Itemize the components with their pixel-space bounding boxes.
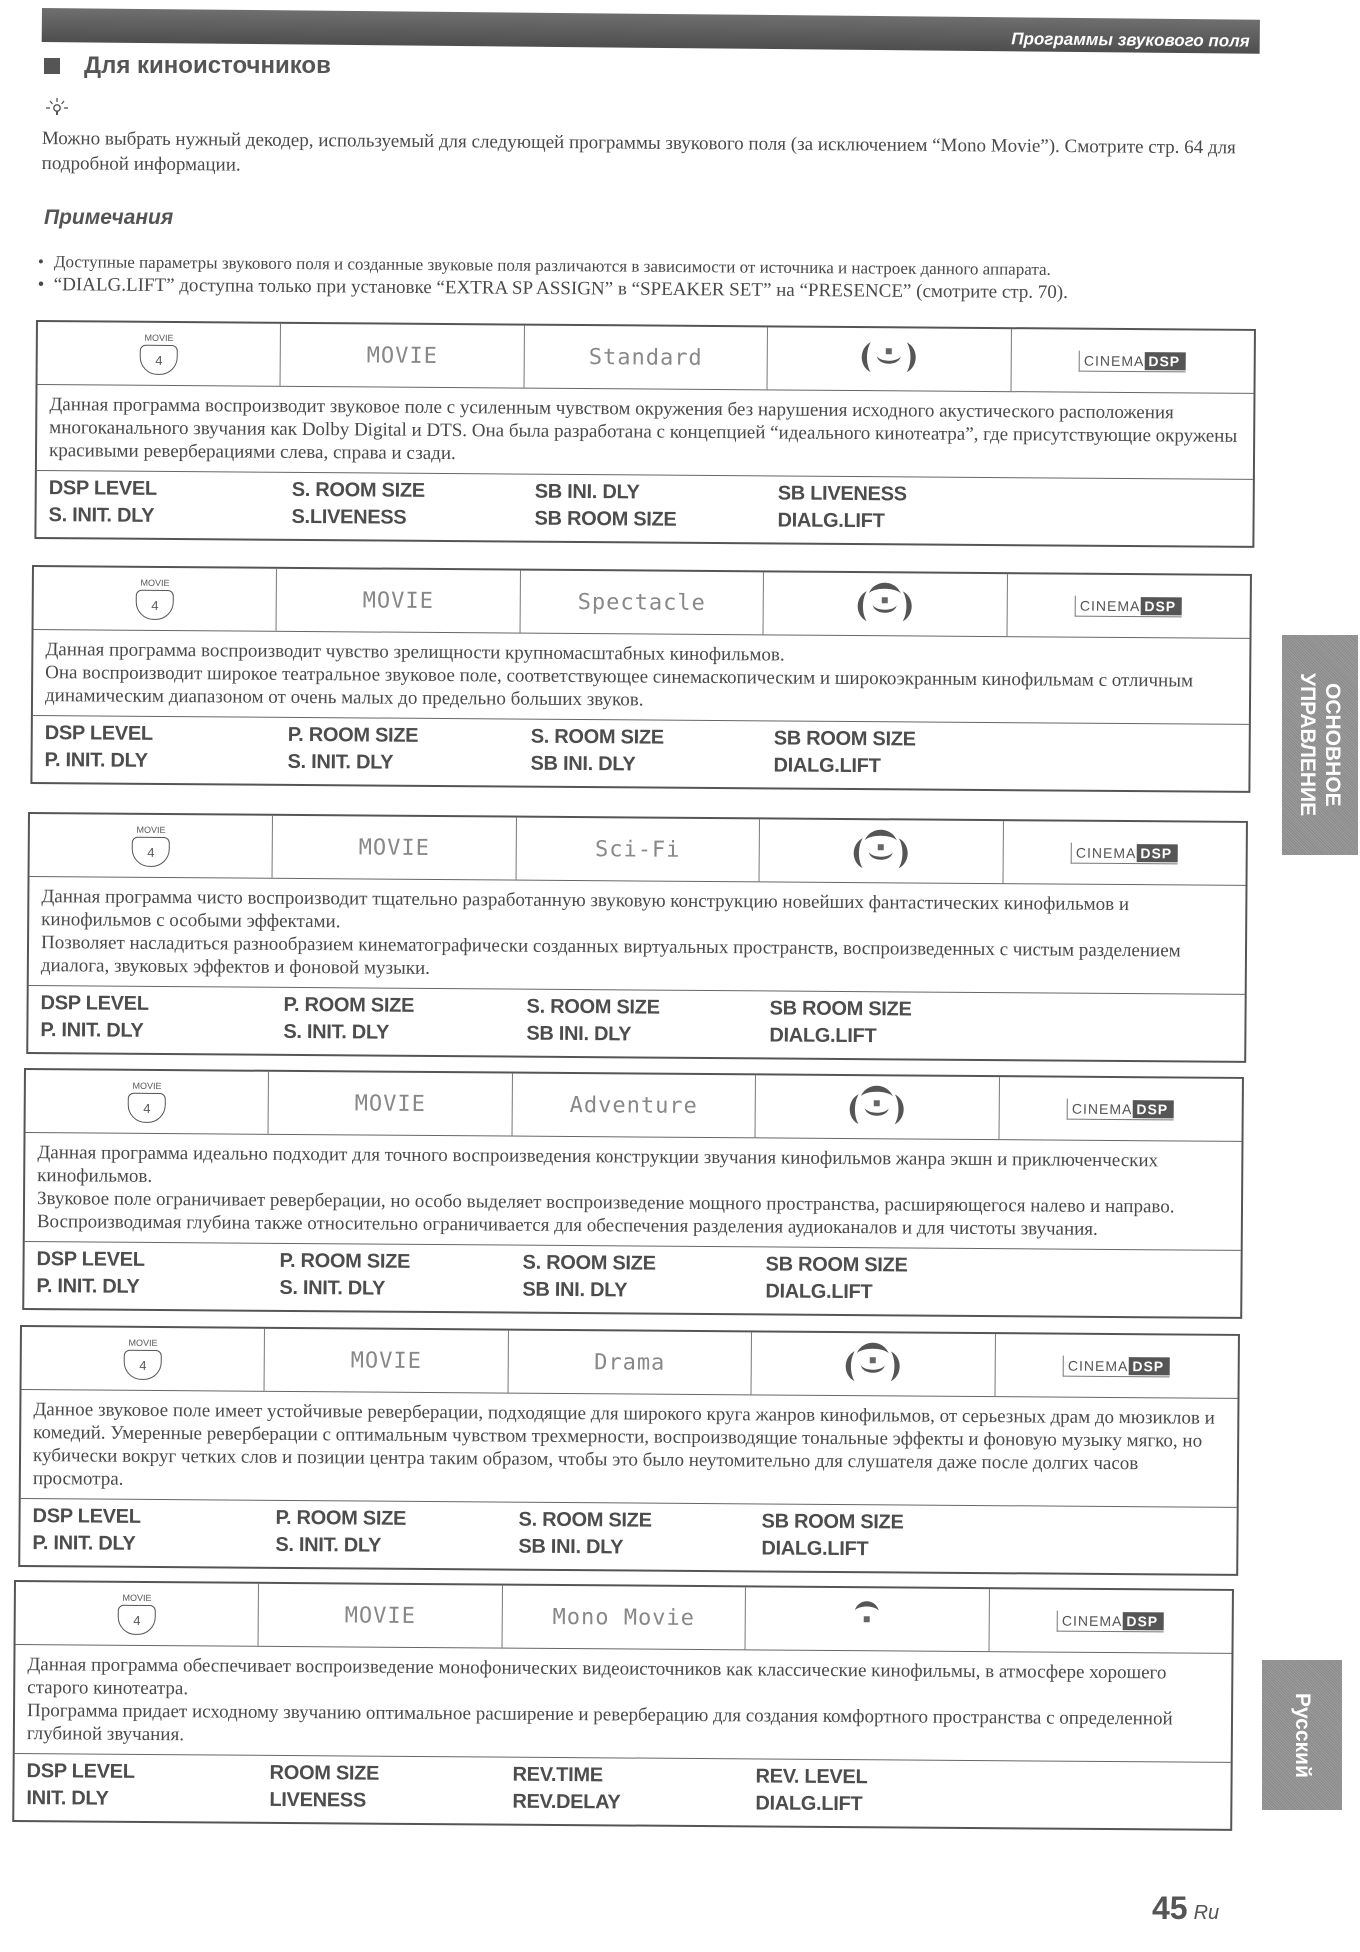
- program-parameter: S. INIT. DLY: [48, 504, 155, 527]
- lcd-program-name: Spectacle: [577, 589, 706, 616]
- surround-presence-speakers-icon: [833, 1338, 913, 1390]
- program-description: [21, 1390, 1238, 1508]
- cinema-dsp-logo-cell: [1011, 329, 1254, 393]
- page-number: [1152, 1890, 1219, 1927]
- program-parameter: INIT. DLY: [26, 1787, 109, 1810]
- program-parameter: LIVENESS: [269, 1788, 367, 1812]
- program-parameter: DIALG.LIFT: [765, 1280, 873, 1304]
- program-header-row: [26, 1070, 1242, 1142]
- side-tab-basic-operation: ОСНОВНОЕ УПРАВЛЕНИЕ: [1282, 635, 1358, 855]
- program-parameter: DSP LEVEL: [32, 1505, 141, 1528]
- lcd-category-cell: [277, 569, 521, 633]
- program-parameter: SB ROOM SIZE: [761, 1510, 904, 1534]
- remote-key-icon: 4: [124, 1350, 162, 1380]
- remote-button-cell: [16, 1582, 260, 1646]
- lcd-category: MOVIE: [358, 834, 431, 861]
- program-parameter: DIALG.LIFT: [777, 509, 885, 533]
- dsp-logo-text: DSP: [1128, 1357, 1170, 1375]
- side-tab-language: Русский: [1262, 1660, 1342, 1810]
- program-parameter: SB ROOM SIZE: [769, 997, 912, 1021]
- program-parameter: SB INI. DLY: [534, 480, 640, 504]
- program-parameter: S. ROOM SIZE: [518, 1508, 652, 1532]
- program-description-line: Программа придает исходному звучанию оптимальное расширение и реверберацию для создания комфортного пространства с определенной глубиной звучания.: [26, 1700, 1173, 1746]
- program-description: [25, 1133, 1242, 1251]
- program-parameters: [36, 471, 1252, 546]
- speaker-config-cell: [768, 327, 1012, 391]
- header-title: Программы звукового поля: [1011, 29, 1250, 51]
- program-parameter: S. INIT. DLY: [279, 1276, 386, 1300]
- program-description: [33, 630, 1250, 725]
- surround-presence-speakers-icon: [837, 1081, 917, 1133]
- cinema-logo-text: CINEMA: [1071, 1100, 1133, 1117]
- program-parameter: DSP LEVEL: [44, 722, 153, 745]
- sound-program-block: [30, 565, 1252, 793]
- program-parameter: SB INI. DLY: [518, 1535, 624, 1559]
- cinema-dsp-logo: [1071, 842, 1178, 864]
- program-description-line: Позволяет насладиться разнообразием кинематографически созданных виртуальных пространств, воспроизведенных с чистым разделением диалога, звуковых эффектов и фоновой музыки.: [40, 932, 1181, 979]
- program-parameters: [28, 986, 1244, 1061]
- remote-button-label: MOVIE: [128, 1337, 158, 1349]
- lcd-program-cell: [516, 818, 760, 882]
- program-description-line: Она воспроизводит широкое театральное звуковое поле, соответствующее синемаскопическим и широкоэкранным кинофильмам с отличным динамическим диапазоном от очень малых до предельно больших звуков.: [44, 662, 1194, 711]
- remote-key-icon: 4: [128, 1093, 166, 1123]
- lcd-program-name: Drama: [594, 1349, 666, 1376]
- lcd-program-cell: [508, 1331, 752, 1395]
- lcd-program-name: Sci-Fi: [594, 836, 681, 863]
- cinema-dsp-logo-cell: [995, 1334, 1238, 1398]
- program-header-row: [34, 567, 1250, 639]
- program-parameters: [32, 716, 1248, 791]
- program-parameter: REV.DELAY: [512, 1790, 621, 1814]
- program-parameter: P. INIT. DLY: [44, 749, 148, 772]
- cinema-logo-text: CINEMA: [1075, 844, 1137, 861]
- speaker-config-cell: [760, 819, 1004, 883]
- program-parameter: P. ROOM SIZE: [279, 1249, 411, 1273]
- program-parameter: ROOM SIZE: [269, 1761, 380, 1785]
- program-parameter: DSP LEVEL: [48, 477, 157, 500]
- cinema-logo-text: CINEMA: [1083, 352, 1145, 369]
- cinema-dsp-logo: [1075, 595, 1182, 617]
- tip-text: Можно выбрать нужный декодер, используемый для следующей программы звукового поля (за исключением “Mono Movie”). Смотрите стр. 64 для подробной информации.: [41, 127, 1236, 176]
- dsp-logo-text: DSP: [1136, 844, 1178, 862]
- dsp-logo-text: DSP: [1140, 597, 1182, 615]
- remote-key-icon: 4: [140, 345, 178, 375]
- remote-button-cell: [22, 1327, 266, 1391]
- program-description-line: Данная программа воспроизводит чувство зрелищности крупномасштабных кинофильмов.: [45, 639, 785, 666]
- sound-program-block: [12, 1580, 1234, 1831]
- lcd-category-cell: [265, 1329, 509, 1393]
- lightbulb-tip-icon: [44, 96, 70, 118]
- program-description-line: Данная программа обеспечивает воспроизведение монофонических видеоисточников как классические кинофильмы, в атмосфере хорошего старого кинотеатра.: [27, 1654, 1167, 1700]
- lcd-program-name: Mono Movie: [552, 1604, 696, 1631]
- remote-button-label: MOVIE: [122, 1592, 152, 1604]
- program-description-line: Данное звуковое поле имеет устойчивые реверберации, подходящие для широкого круга жанров кинофильмов, от серьезных драм до мюзиклов и комедий. Умеренные реверберации с оптимальным чувством трехмерности, воспроизводящие тональные эффекты и фоновую музыку мягко, но кубически вокруг четких слов и позиции центра таким образом, чтобы это было неутомительно для слушателя даже после долгих часов просмотра.: [32, 1399, 1215, 1490]
- lcd-category: MOVIE: [366, 342, 439, 369]
- program-parameter: SB INI. DLY: [526, 1022, 632, 1046]
- program-parameter: DIALG.LIFT: [769, 1024, 877, 1048]
- cinema-dsp-logo: [1057, 1610, 1164, 1632]
- program-header-row: [16, 1582, 1232, 1654]
- program-parameter: DIALG.LIFT: [761, 1537, 869, 1561]
- lcd-program-name: Standard: [588, 344, 703, 371]
- sound-program-block: [34, 320, 1256, 548]
- lcd-category-cell: [259, 1584, 503, 1648]
- program-parameter: S. ROOM SIZE: [291, 478, 425, 502]
- program-parameter: P. ROOM SIZE: [283, 993, 415, 1017]
- cinema-logo-text: CINEMA: [1067, 1357, 1129, 1374]
- program-parameter: SB LIVENESS: [777, 482, 907, 506]
- page-number-value: 45: [1152, 1890, 1188, 1926]
- program-parameter: REV. LEVEL: [755, 1765, 868, 1789]
- program-description-line: Данная программа воспроизводит звуковое поле с усиленным чувством окружения без нарушения исходного акустического расположения многоканального звучания как Dolby Digital и DTS. Она была разработана с концепцией “идеального кинотеатра”, где присутствующие окружены красивыми реверберациями слева, справа и сзади.: [48, 394, 1238, 465]
- program-parameter: P. INIT. DLY: [40, 1019, 144, 1042]
- program-parameter: DSP LEVEL: [40, 992, 149, 1015]
- sound-program-block: [18, 1325, 1240, 1576]
- program-header-row: [22, 1327, 1238, 1399]
- lcd-program-cell: [524, 326, 768, 390]
- cinema-logo-text: CINEMA: [1079, 597, 1141, 614]
- lcd-program-cell: [520, 571, 764, 635]
- remote-button-label: MOVIE: [132, 1080, 162, 1092]
- program-description: [15, 1645, 1232, 1763]
- program-parameter: DSP LEVEL: [36, 1248, 145, 1271]
- lcd-category-cell: [273, 816, 517, 880]
- program-parameter: P. INIT. DLY: [32, 1532, 136, 1555]
- remote-key-icon: 4: [136, 590, 174, 620]
- dsp-logo-text: DSP: [1144, 352, 1186, 370]
- program-parameter: DSP LEVEL: [26, 1760, 135, 1783]
- program-parameter: SB INI. DLY: [522, 1278, 628, 1302]
- remote-button-cell: [30, 814, 274, 878]
- program-parameter: S.LIVENESS: [291, 505, 407, 529]
- program-parameters: [20, 1499, 1236, 1574]
- remote-key-icon: 4: [132, 837, 170, 867]
- sound-program-block: [26, 812, 1248, 1063]
- page-language-suffix: Ru: [1193, 1902, 1220, 1924]
- lcd-category: MOVIE: [362, 587, 435, 614]
- program-parameter: S. ROOM SIZE: [522, 1251, 656, 1275]
- cinema-dsp-logo-cell: [1003, 821, 1246, 885]
- program-header-row: [38, 322, 1254, 394]
- note-item: • Доступные параметры звукового поля и созданные звуковые поля различаются в зависимости от источника и настроек данного аппарата.: [38, 250, 1268, 283]
- cinema-dsp-logo-cell: [999, 1077, 1242, 1141]
- dsp-logo-text: DSP: [1122, 1612, 1164, 1630]
- speaker-config-cell: [746, 1587, 990, 1651]
- program-parameter: SB ROOM SIZE: [765, 1253, 908, 1277]
- program-description: [37, 385, 1254, 480]
- notes-list: [38, 250, 1268, 306]
- program-parameter: S. INIT. DLY: [275, 1533, 382, 1557]
- surround-speakers-icon: [849, 333, 929, 385]
- program-parameter: DIALG.LIFT: [755, 1792, 863, 1816]
- cinema-dsp-logo: [1079, 350, 1186, 372]
- program-parameter: S. INIT. DLY: [287, 750, 394, 774]
- sound-program-block: [22, 1068, 1244, 1319]
- program-parameter: S. ROOM SIZE: [530, 725, 664, 749]
- program-parameter: DIALG.LIFT: [773, 754, 881, 778]
- program-parameter: SB ROOM SIZE: [773, 727, 916, 751]
- section-title: [44, 52, 331, 80]
- section-bullet-square: [44, 58, 60, 74]
- remote-button-cell: [38, 322, 282, 386]
- cinema-dsp-logo-cell: [989, 1589, 1232, 1653]
- cinema-logo-text: CINEMA: [1061, 1612, 1123, 1629]
- lcd-program-cell: [502, 1586, 746, 1650]
- remote-button-label: MOVIE: [144, 332, 174, 344]
- remote-button-cell: [34, 567, 278, 631]
- header-bar: [42, 8, 1260, 54]
- program-parameters: [24, 1242, 1240, 1317]
- remote-button-cell: [26, 1070, 270, 1134]
- program-parameter: REV.TIME: [512, 1763, 603, 1787]
- lcd-category: MOVIE: [350, 1347, 423, 1374]
- program-parameter: P. INIT. DLY: [36, 1275, 140, 1298]
- speaker-config-cell: [752, 1332, 996, 1396]
- program-parameters: [14, 1754, 1230, 1829]
- cinema-dsp-logo: [1067, 1098, 1174, 1120]
- speaker-config-cell: [764, 572, 1008, 636]
- lcd-category: MOVIE: [344, 1602, 417, 1629]
- program-description-line: Данная программа чисто воспроизводит тщательно разработанную звуковую конструкцию новейших фантастических кинофильмов и кинофильмов с особыми эффектами.: [41, 886, 1130, 933]
- program-parameter: SB ROOM SIZE: [534, 507, 677, 531]
- program-parameter: S. ROOM SIZE: [526, 995, 660, 1019]
- note-item: • “DIALG.LIFT” доступна только при установке “EXTRA SP ASSIGN” в “SPEAKER SET” на “PRESENCE” (смотрите стр. 70).: [38, 273, 1268, 306]
- program-parameter: S. INIT. DLY: [283, 1020, 390, 1044]
- program-description-line: Звуковое поле ограничивает реверберации, но особо выделяет воспроизведение мощного пространства, расширяющегося налево и направо. Воспроизводимая глубина также относительно ограничивается для обеспечения разделения аудиоканалов и для чистоты звучания.: [36, 1188, 1175, 1240]
- surround-presence-speakers-icon: [845, 578, 925, 630]
- lcd-category-cell: [281, 324, 525, 388]
- program-description: [29, 877, 1246, 995]
- cinema-dsp-logo-cell: [1007, 574, 1250, 638]
- cinema-dsp-logo: [1063, 1355, 1170, 1377]
- program-parameter: P. ROOM SIZE: [287, 723, 419, 747]
- mono-center-speaker-icon: [827, 1593, 907, 1645]
- lcd-category: MOVIE: [354, 1090, 427, 1117]
- dsp-logo-text: DSP: [1132, 1100, 1174, 1118]
- lcd-program-name: Adventure: [569, 1092, 698, 1119]
- program-parameter: SB INI. DLY: [530, 752, 636, 776]
- program-header-row: [30, 814, 1246, 886]
- program-description-line: Данная программа идеально подходит для точного воспроизведения конструкции звучания кинофильмов жанра экшн и приключенческих кинофильмов.: [37, 1142, 1159, 1187]
- surround-presence-speakers-icon: [841, 825, 921, 877]
- speaker-config-cell: [756, 1075, 1000, 1139]
- remote-key-icon: 4: [118, 1605, 156, 1635]
- section-title-text: Для киноисточников: [84, 52, 331, 79]
- remote-button-label: MOVIE: [140, 577, 170, 589]
- lcd-program-cell: [512, 1074, 756, 1138]
- notes-title: Примечания: [44, 206, 174, 229]
- remote-button-label: MOVIE: [136, 824, 166, 836]
- program-parameter: P. ROOM SIZE: [275, 1506, 407, 1530]
- lcd-category-cell: [269, 1072, 513, 1136]
